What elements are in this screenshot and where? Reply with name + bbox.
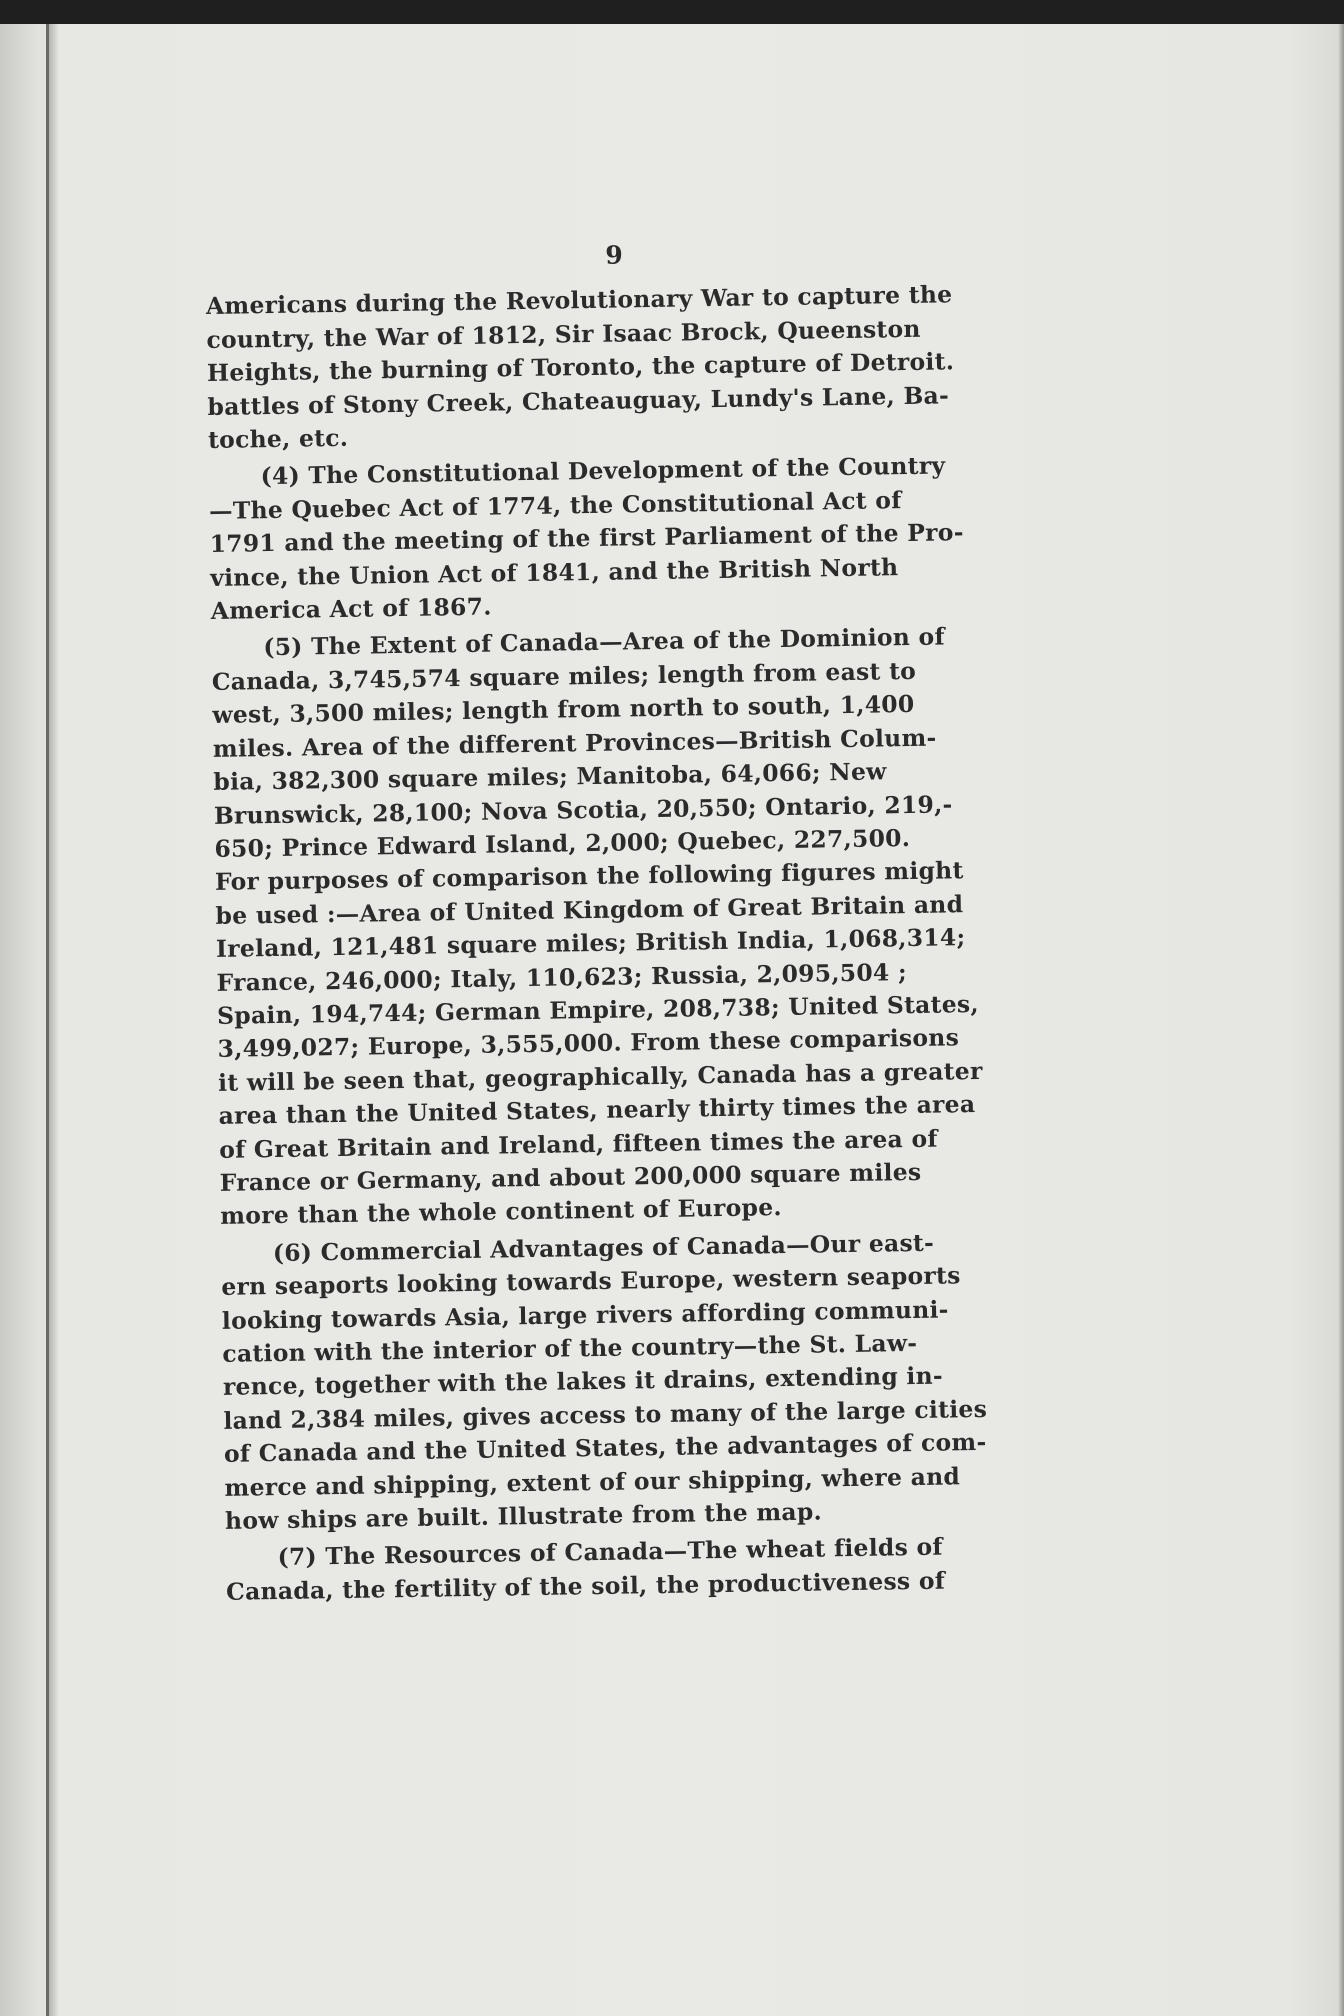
text-line: For purposes of comparison the following figures might [214, 856, 964, 897]
text-line: (5) The Extent of Canada—Area of the Dominion of [263, 622, 946, 662]
text-line: battles of Stony Creek, Chateauguay, Lundy's Lane, Ba- [207, 380, 950, 421]
text-line: miles. Area of the different Provinces—British Colum- [212, 723, 937, 763]
text-line: Heights, the burning of Toronto, the capture of Detroit. [206, 347, 955, 388]
text-line: how ships are built. Illustrate from the map. [224, 1497, 823, 1535]
text-line: country, the War of 1812, Sir Isaac Brock, Queenston [206, 314, 921, 354]
text-line: America Act of 1867. [210, 592, 492, 626]
text-line: looking towards Asia, large rivers affording communi- [221, 1295, 949, 1335]
text-line: France or Germany, and about 200,000 square miles [219, 1157, 922, 1197]
text-line: toche, etc. [207, 423, 349, 455]
paragraph-resources-of-canada [225, 1530, 1016, 1609]
paragraph-continued [206, 278, 999, 457]
text-line: merce and shipping, extent of our shipping, where and [224, 1461, 961, 1502]
text-line: vince, the Union Act of 1841, and the British North [210, 552, 899, 592]
text-line: (4) The Constitutional Development of the Country [260, 451, 946, 491]
text-line: —The Quebec Act of 1774, the Constitutional Act of [208, 485, 902, 525]
text-line: land 2,384 miles, gives access to many of the large cities [223, 1394, 988, 1435]
text-line: more than the whole continent of Europe. [220, 1193, 783, 1231]
page-right-edge [1338, 24, 1344, 2016]
text-line: rence, together with the lakes it drains, extending in- [222, 1361, 944, 1402]
text-line: of Canada and the United States, the advantages of com- [223, 1428, 987, 1469]
paragraph-constitutional-development [208, 449, 1001, 628]
text-line: bia, 382,300 square miles; Manitoba, 64,066; New [213, 757, 887, 797]
text-line: ern seaports looking towards Europe, western seaports [221, 1261, 961, 1302]
text-line: cation with the interior of the country—the St. Law- [222, 1328, 918, 1368]
text-line: Americans during the Revolutionary War to capture the [205, 280, 953, 321]
text-line: 3,499,027; Europe, 3,555,000. From these comparisons [217, 1023, 960, 1064]
text-line: 650; Prince Edward Island, 2,000; Quebec, 227,500. [214, 823, 911, 863]
page-number: 9 [605, 240, 624, 270]
text-line: Canada, 3,745,574 square miles; length from east to [211, 656, 917, 696]
text-line: (6) Commercial Advantages of Canada—Our east- [272, 1228, 935, 1267]
binding-shadow [49, 24, 59, 2016]
text-line: it will be seen that, geographically, Canada has a greater [217, 1056, 983, 1097]
text-line: be used :—Area of United Kingdom of Great Britain and [215, 889, 964, 930]
text-line: Brunswick, 28,100; Nova Scotia, 20,550; Ontario, 219,- [213, 789, 953, 830]
text-line: west, 3,500 miles; length from north to south, 1,400 [212, 690, 915, 730]
paragraph-commercial-advantages [221, 1225, 1016, 1538]
paragraph-extent-of-canada [211, 620, 1010, 1234]
page-text-block [205, 233, 1017, 1645]
text-line: Canada, the fertility of the soil, the productiveness of [225, 1566, 946, 1606]
text-line: 1791 and the meeting of the first Parliament of the Pro- [209, 518, 964, 559]
text-line: Ireland, 121,481 square miles; British India, 1,068,314; [215, 923, 966, 964]
text-line: Spain, 194,744; German Empire, 208,738; United States, [216, 989, 980, 1030]
text-line: (7) The Resources of Canada—The wheat fields of [277, 1533, 943, 1572]
text-line: of Great Britain and Ireland, fifteen times the area of [218, 1124, 938, 1164]
text-line: France, 246,000; Italy, 110,623; Russia, 2,095,504 ; [216, 957, 908, 997]
text-line: area than the United States, nearly thirty times the area [218, 1090, 976, 1131]
